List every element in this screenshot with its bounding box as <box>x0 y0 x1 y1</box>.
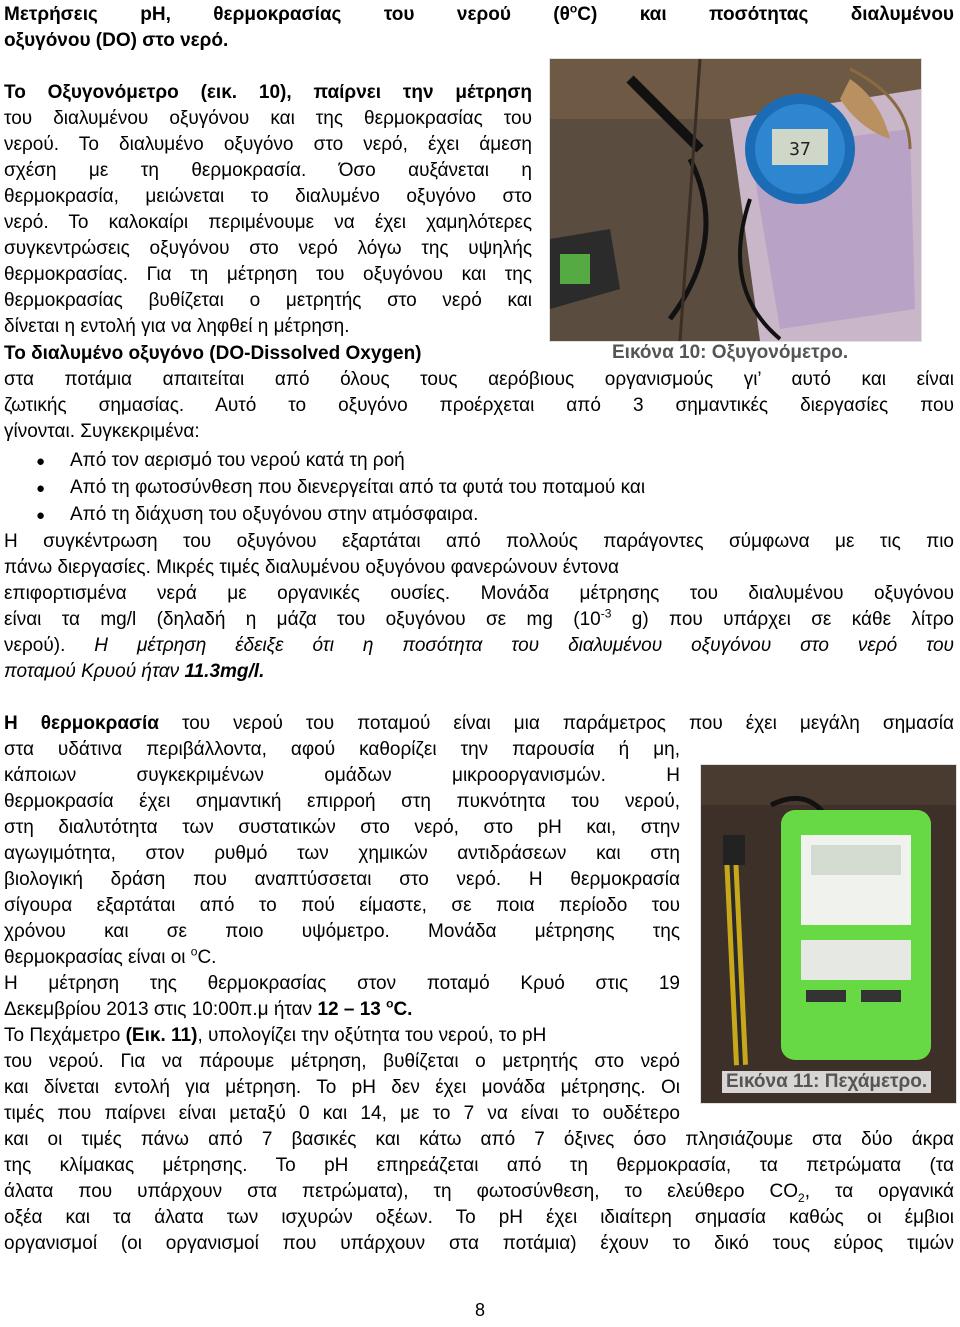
figure10-caption: Εικόνα 10: Οξυγονόμετρο. <box>612 342 849 363</box>
do-line: ζωτικής σημασίας. Αυτό το οξυγόνο προέρχεται από 3 σημαντικές διεργασίες που <box>4 395 954 416</box>
oxy-line: συγκεντρώσεις οξυγόνου στο νερό λόγω της υψηλής <box>4 238 532 259</box>
ph-line: Το Πεχάμετρο (Εικ. 11), υπολογίζει την οξύτητα του νερού, το pH <box>4 1025 547 1046</box>
ph-line: οργανισμοί (οι οργανισμοί που υπάρχουν στα ποτάμια) έχουν το δικό τους εύρος τιμών <box>4 1233 954 1254</box>
do-line: στα ποτάμια απαιτείται από όλους τους αερόβιους οργανισμούς γι’ αυτό και είναι <box>4 369 954 390</box>
bullet-item: Από τον αερισμό του νερού κατά τη ροή <box>70 450 405 471</box>
conc-line: Η συγκέντρωση του οξυγόνου εξαρτάται από πολλούς παράγοντες σύμφωνα με τις πιο <box>4 531 954 552</box>
section-heading: Μετρήσεις pH, θερμοκρασίας του νερού $(\theta^oC)$ και ποσότητας διαλυμένου <box>4 1 954 25</box>
ph-line: της κλίμακας μέτρησης. Το pH επηρεάζεται από τη θερμοκρασία, τα πετρώματα (τα <box>4 1155 954 1176</box>
conc-line: επιφορτισμένα νερά με οργανικές ουσίες. Μονάδα μέτρησης του διαλυμένου οξυγόνου <box>4 583 954 604</box>
temp-line: σίγουρα εξαρτάται από το πού είμαστε, σε ποια περίοδο του <box>4 895 680 916</box>
do-line: γίνονται. Συγκεκριμένα: <box>4 421 200 442</box>
meter-display: 37 <box>789 139 811 160</box>
temp-line: Η μέτρηση της θερμοκρασίας στον ποταμό Κρυό στις 19 <box>4 973 680 994</box>
temp-result-line: Δεκεμβρίου 2013 στις 10:00π.μ ήταν 12 – 13 $^o$C. <box>4 996 413 1020</box>
oxy-line: Το Οξυγονόμετρο (εικ. 10), παίρνει την μέτρηση <box>4 82 532 103</box>
bullet-dot: ● <box>36 453 46 470</box>
ph-line: οξέα και τα άλατα των ισχυρών οξέων. Το pH έχει ιδιαίτερη σημασία καθώς οι έμβιοι <box>4 1207 954 1228</box>
do-heading-line: Το διαλυμένο οξυγόνο (DO-Dissolved Oxygen) <box>4 343 422 364</box>
ph-line: και οι τιμές πάνω από 7 βασικές και κάτω από 7 όξινες όσο πλησιάζουμε στα δύο άκρα <box>4 1129 954 1150</box>
oxy-line: νερό. Το καλοκαίρι περιμένουμε να έχει χαμηλότερες <box>4 212 532 233</box>
conc-line: νερού). Η μέτρηση έδειξε ότι η ποσότητα του διαλυμένου οξυγόνου στο νερό του <box>4 635 954 656</box>
temp-line: θερμοκρασία έχει σημαντική επιρροή στη πυκνότητα του νερού, <box>4 791 680 812</box>
oxy-line: του διαλυμένου οξυγόνου και της θερμοκρασίας του <box>4 108 532 129</box>
temp-line: βιολογική δράση που αναπτύσσεται στο νερό. Η θερμοκρασία <box>4 869 680 890</box>
ph-meter-photo <box>700 764 957 1104</box>
temp-line: αγωγιμότητα, στον ρυθμό των χημικών αντιδράσεων και στη <box>4 843 680 864</box>
oxy-line: δίνεται η εντολή για να ληφθεί η μέτρηση. <box>4 316 350 337</box>
temp-line: στα υδάτινα περιβάλλοντα, αφού καθορίζει την παρουσία ή μη, <box>4 739 680 760</box>
oxy-line: θερμοκρασία, μειώνεται το διαλυμένο οξυγόνο στο <box>4 186 532 207</box>
bullet-item: Από τη φωτοσύνθεση που διενεργείται από τα φυτά του ποταμού και <box>70 477 646 498</box>
temp-line: χρόνου και σε ποιο υψόμετρο. Μονάδα μέτρησης της <box>4 921 680 942</box>
ph-line: τιμές που παίρνει είναι μεταξύ 0 και 14, με το 7 να είναι το ουδέτερο <box>4 1103 680 1124</box>
oxy-line: θερμοκρασίας. Για τη μέτρηση του οξυγόνου και της <box>4 264 532 285</box>
conc-result-line: ποταμού Κρυού ήταν 11.3mg/l. <box>4 661 265 682</box>
oxygen-meter-photo <box>549 58 922 342</box>
bullet-item: Από τη διάχυση του οξυγόνου στην ατμόσφαιρα. <box>70 504 479 525</box>
section-heading-line2: οξυγόνου (DO) στο νερό. <box>4 30 229 51</box>
temp-line: θερμοκρασίας είναι οι $^o$C. <box>4 944 217 968</box>
ph-line: άλατα που υπάρχουν στα πετρώματα), τη φωτοσύνθεση, το ελεύθερο $CO_2$, τα οργανικά <box>4 1181 954 1205</box>
temp-line: κάποιων συγκεκριμένων ομάδων μικροοργανισμών. Η <box>4 765 680 786</box>
figure11-caption: Εικόνα 11: Πεχάμετρο. <box>722 1071 931 1093</box>
conc-line: πάνω διεργασίες. Μικρές τιμές διαλυμένου οξυγόνου φανερώνουν έντονα <box>4 557 620 578</box>
oxy-line: νερού. Το διαλυμένο οξυγόνο στο νερό, έχει άμεση <box>4 134 532 155</box>
page-number: 8 <box>474 1300 485 1320</box>
bullet-dot: ● <box>36 480 46 497</box>
temp-line: στη διαλυτότητα των συστατικών στο νερό, στο pH και, στην <box>4 817 680 838</box>
ph-line: και δίνεται εντολή για μέτρηση. Το pH δεν έχει μονάδα μέτρησης. Οι <box>4 1077 680 1098</box>
ph-line: του νερού. Για να πάρουμε μέτρηση, βυθίζεται ο μετρητής στο νερό <box>4 1051 680 1072</box>
temp-line: Η θερμοκρασία του νερού του ποταμού είναι μια παράμετρος που έχει μεγάλη σημασία <box>4 713 954 734</box>
oxy-line: σχέση με τη θερμοκρασία. Όσο αυξάνεται η <box>4 160 532 181</box>
oxy-line: θερμοκρασίας βυθίζεται ο μετρητής στο νερό και <box>4 290 532 311</box>
conc-line: είναι τα mg/l (δηλαδή η μάζα του οξυγόνου σε mg ($10^{-3}$ g) που υπάρχει σε κάθε λίτρο <box>4 606 954 630</box>
bullet-dot: ● <box>36 507 46 524</box>
